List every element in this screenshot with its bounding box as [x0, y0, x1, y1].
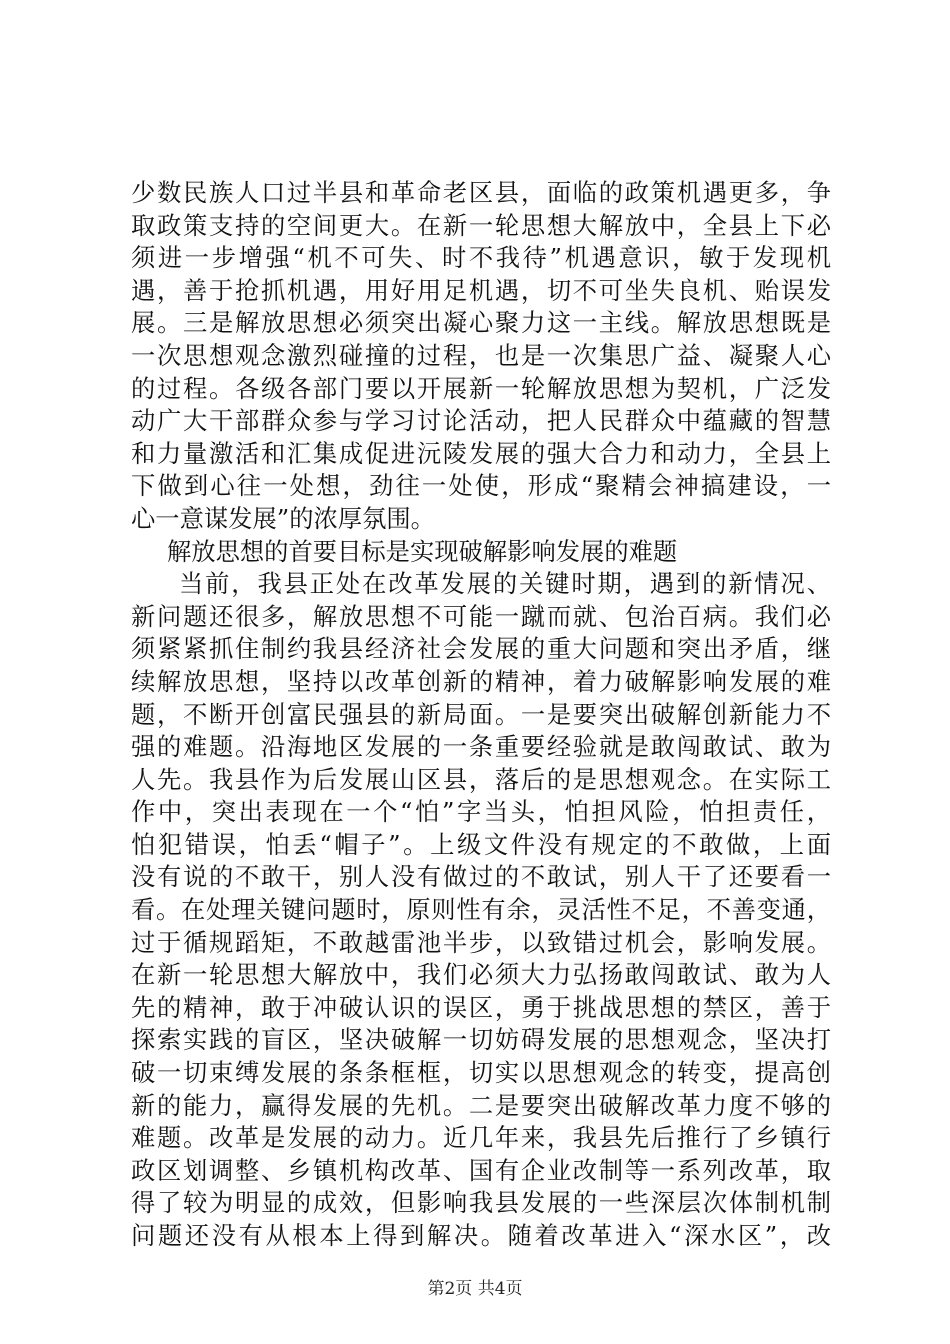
text-line: 取政策支持的空间更大。在新一轮思想大解放中，全县上下必 — [131, 210, 831, 240]
text-line: 先的精神，敢于冲破认识的误区，勇于挑战思想的禁区，善于 — [131, 992, 831, 1022]
text-line: 过于循规蹈矩，不敢越雷池半步，以致错过机会，影响发展。 — [131, 927, 831, 957]
text-line: 当前，我县正处在改革发展的关键时期，遇到的新情况、 — [179, 569, 831, 599]
text-line: 怕犯错误，怕丢“帽子”。上级文件没有规定的不敢做，上面 — [131, 829, 831, 859]
text-line: 作中，突出表现在一个“怕”字当头，怕担风险，怕担责任， — [131, 797, 831, 827]
paragraph — [131, 568, 831, 1252]
text-line: 难题。改革是发展的动力。近几年来，我县先后推行了乡镇行 — [131, 1123, 831, 1153]
text-line: 遇，善于抢抓机遇，用好用足机遇，切不可坐失良机、贻误发 — [131, 275, 831, 305]
text-line: 题，不断开创富民强县的新局面。一是要突出破解创新能力不 — [131, 699, 831, 729]
document-body — [131, 177, 831, 1253]
text-line: 得了较为明显的成效，但影响我县发展的一些深层次体制机制 — [131, 1188, 831, 1218]
section-heading: 解放思想的首要目标是实现破解影响发展的难题 — [167, 536, 678, 566]
text-line: 问题还没有从根本上得到解决。随着改革进入“深水区”，改 — [131, 1221, 831, 1250]
text-line: 少数民族人口过半县和革命老区县，面临的政策机遇更多，争 — [131, 178, 831, 207]
text-line: 续解放思想，坚持以改革创新的精神，着力破解影响发展的难 — [131, 666, 831, 696]
text-line: 的过程。各级各部门要以开展新一轮解放思想为契机，广泛发 — [131, 373, 831, 403]
text-line: 政区划调整、乡镇机构改革、国有企业改制等一系列改革，取 — [131, 1155, 831, 1185]
text-line: 在新一轮思想大解放中，我们必须大力弘扬敢闯敢试、敢为人 — [131, 960, 831, 990]
text-line: 心一意谋发展”的浓厚氛围。 — [131, 503, 435, 533]
page-number-footer: 第2页 共4页 — [427, 1279, 523, 1299]
text-line: 破一切束缚发展的条条框框，切实以思想观念的转变，提高创 — [131, 1058, 831, 1088]
text-line: 没有说的不敢干，别人没有做过的不敢试，别人干了还要看一 — [131, 862, 831, 892]
text-line: 新问题还很多，解放思想不可能一蹴而就、包治百病。我们必 — [131, 601, 831, 631]
text-line: 和力量激活和汇集成促进沅陵发展的强大合力和动力，全县上 — [131, 438, 831, 468]
text-line: 动广大干部群众参与学习讨论活动，把人民群众中蕴藏的智慧 — [131, 406, 831, 436]
text-line: 展。三是解放思想必须突出凝心聚力这一主线。解放思想既是 — [131, 308, 831, 338]
text-line: 人先。我县作为后发展山区县，落后的是思想观念。在实际工 — [131, 764, 831, 794]
text-line: 探索实践的盲区，坚决破解一切妨碍发展的思想观念，坚决打 — [131, 1025, 831, 1055]
text-line: 看。在处理关键问题时，原则性有余，灵活性不足，不善变通， — [131, 895, 831, 925]
text-line: 须进一步增强“机不可失、时不我待”机遇意识，敏于发现机 — [131, 243, 831, 273]
text-line: 下做到心往一处想，劲往一处使，形成“聚精会神搞建设，一 — [131, 471, 831, 501]
paragraph — [131, 177, 831, 536]
text-line: 新的能力，赢得发展的先机。二是要突出破解改革力度不够的 — [131, 1090, 831, 1120]
text-line: 一次思想观念激烈碰撞的过程，也是一次集思广益、凝聚人心 — [131, 340, 831, 370]
text-line: 须紧紧抓住制约我县经济社会发展的重大问题和突出矛盾，继 — [131, 634, 831, 664]
text-line: 强的难题。沿海地区发展的一条重要经验就是敢闯敢试、敢为 — [131, 732, 831, 762]
